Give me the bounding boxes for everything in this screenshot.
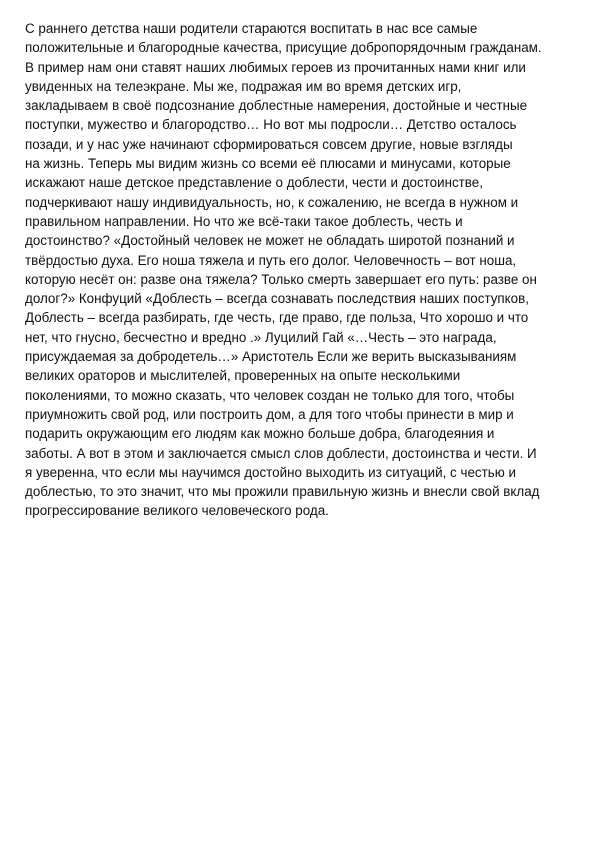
text-line: долог?» Конфуций «Доблесть – всегда сознавать последствия наших поступков, — [25, 291, 529, 307]
text-line: нет, что гнусно, бесчестно и вредно .» Луцилий Гай «…Честь – это награда, — [25, 329, 497, 345]
text-line: твёрдостью духа. Его ноша тяжела и путь его долог. Человечность – вот ноша, — [25, 252, 517, 268]
text-line: положительные и благородные качества, присущие добропорядочным гражданам. — [25, 40, 542, 56]
text-line: великих ораторов и мыслителей, проверенных на опыте несколькими — [25, 368, 461, 384]
text-line: прогрессирование великого человеческого рода. — [25, 503, 329, 519]
text-line: поколениями, то можно сказать, что человек создан не только для того, чтобы — [25, 387, 515, 403]
text-line: искажают наше детское представление о доблести, чести и достоинстве, — [25, 175, 483, 191]
text-line: увиденных на телеэкране. Мы же, подражая им во время детских игр, — [25, 78, 462, 94]
text-line: С раннего детства наши родители стараются воспитать в нас все самые — [25, 21, 478, 36]
text-line: подарить окружающим его людям как можно больше добра, благодеяния и — [25, 426, 495, 442]
text-line: которую несёт он: разве она тяжела? Только смерть завершает его путь: разве он — [25, 271, 537, 287]
text-line: позади, и у нас уже начинают сформироваться совсем другие, новые взгляды — [25, 136, 513, 152]
text-line: правильном направлении. Но что же всё-таки такое доблесть, честь и — [25, 213, 463, 229]
text-line: доблестью, то это значит, что мы прожили правильную жизнь и внесли свой вклад — [25, 484, 540, 500]
text-line: В пример нам они ставят наших любимых героев из прочитанных нами книг или — [25, 59, 526, 75]
text-line: достоинство? «Достойный человек не может не обладать широтой познаний и — [25, 233, 515, 249]
text-line: приумножить свой род, или построить дом, а для того чтобы принести в мир и — [25, 406, 514, 422]
text-line: заботы. А вот в этом и заключается смысл слов доблести, достоинства и чести. И — [25, 445, 537, 461]
text-line: подчеркивают нашу индивидуальность, но, к сожалению, не всегда в нужном и — [25, 194, 519, 210]
text-line: присуждаемая за добродетель…» Аристотель Если же верить высказываниям — [25, 349, 517, 365]
text-line: я уверенна, что если мы научимся достойно выходить из ситуаций, с честью и — [25, 464, 516, 480]
text-line: на жизнь. Теперь мы видим жизнь со всеми её плюсами и минусами, которые — [25, 156, 511, 172]
text-line: поступки, мужество и благородство… Но вот мы подросли… Детство осталось — [25, 117, 517, 133]
text-line: Доблесть – всегда разбирать, где честь, где право, где польза, Что хорошо и что — [25, 310, 529, 326]
essay-paragraph — [25, 19, 585, 521]
text-line: закладываем в своё подсознание доблестные намерения, достойные и честные — [25, 98, 528, 114]
